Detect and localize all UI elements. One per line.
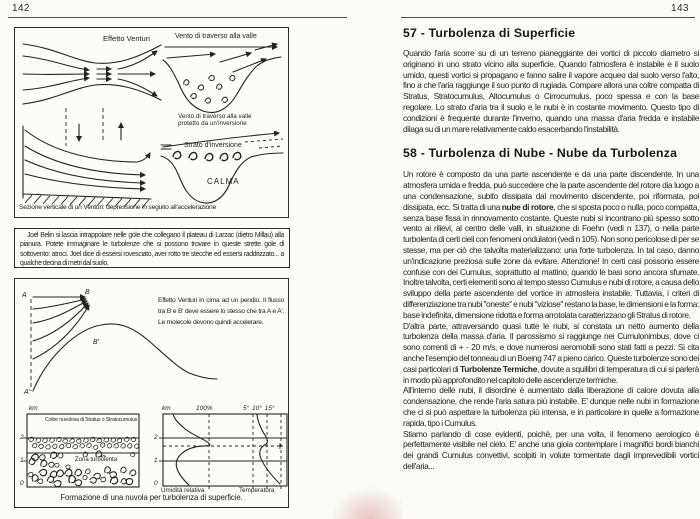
point-label-a: A [22, 292, 27, 299]
section-57-body: Quando l'aria scorre su di un terreno pianeggiante dei vortici di piccolo diametro si originano in uno strato vicino alla superficie. Quando l'atmosfera è instabile e il suolo umido, questi vortici si propagano e fanno salire il vapore acqueo dal suolo verso l'alto, fino a che l'aria raggiunge il suo punto di rugiada. Compare allora una coltre compatta di Stratus, Stratocumulus, Altocumulus o Cirrocumulus, poco spessa e con la base regolare. Lo strato d'aria tra il suolo e le nubi è in costante movimento. Questo tipo di condizioni è frequente durante l'inverno, quando una massa d'aria fredda e instabile dilaga su di un mare relativamente caldo esacerbando l'instabilità. [403, 48, 699, 134]
humidity-axis-label: Umidità relativa [161, 487, 205, 494]
right-chart-tick-1: 1 [154, 457, 158, 464]
section-58-title: 58 - Turbolenza di Nube - Nube da Turbolenza [403, 146, 678, 161]
figure2-caption: Formazione di una nuvola per turbolenza di superficie. [60, 493, 243, 502]
right-chart-tick-0: 0 [154, 480, 158, 487]
section-58-paragraph: Stiamo parlando di cose evidenti, poichè, per una volta, il fenomeno aerologico è perfettamente visibile nel cielo. E' anche una gioia contemplare i magnifici bordi bianchi dei grandi Cumulus convettivi, scolpiti in volute tormentate dagli imprevedibili vortici dell'aria... [403, 428, 699, 471]
figure-cloud-formation-box [14, 278, 289, 508]
point-label-a-prime: A' [24, 389, 31, 396]
left-chart-tick-0: 0 [20, 480, 24, 487]
section-57-title: 57 - Turbolenza di Superficie [403, 26, 576, 40]
figure1-caption: Sezione verticale di un Venturi: depressione in seguito all'accelerazione [19, 204, 217, 211]
turbulent-zone-label: Zona turbolenta [75, 457, 118, 463]
valley-wind-label: Vento di traverso alla valle [175, 33, 257, 40]
anecdote-box [14, 228, 290, 268]
figure-venturi-box [14, 27, 289, 218]
calm-label: CALMA [207, 177, 240, 186]
page-number-left: 142 [12, 3, 30, 14]
humidity-100-label: 100% [196, 405, 213, 412]
right-chart-axis-unit: km [162, 405, 171, 412]
point-label-b: B [85, 289, 90, 296]
section-58-paragraph: Un rotore è composto da una parte ascendente e da una parte discendente. In una atmosfera umida e fredda, può succedere che la parte ascendente del rotore dia luogo a una condensazione, subito dissipata dal movimento discendente, poi riformata, poi dissipata, ecc. Si tratta di una nube di rotore, che si sposta poco o nulla, poco compatta, senza base fissa in rinnovamento costante. Queste nubi si incontrano più spesso sotto vento ai rilievi, al centro delle valli, in situazione di Foehn (vedi n 137), o nella parte turbolenta di certi cieli con fenomeni ondulatori (vedi n 105). Non sono pericolose di per se stesse, ma per ciò che talvolta materializzano: una forte turbolenza. In tal caso, danno un'indicazione preziosa sulle zone da evitare. Attenzione! In certi casi possono essere confuse con dei Cumulus, soprattutto al mattino, quando le basi sono ancora sfumate. Inoltre talvolta, certi elementi sono al tempo stesso Cumulus e nubi di rotore, a causa dello sviluppo della parte ascendente del vortice in atmosfera instabile. Tuttavia, i criteri di differenziazione tra nubi ''oneste'' e nubi ''viziose'' restano la base, le dimensioni e la forma: base indefinita, dimensione ridotta e forma arrotolata caratterizzano gli Stratus di rotore. [403, 169, 699, 320]
right-chart-tick-2: 2 [154, 434, 158, 441]
hill-venturi-text: Effetto Venturi in cima ad un pendio. Il flusso tra B e B' deve essere lo stesso che tra A e A'. Le molecole devono quindi accelerare. [158, 297, 284, 326]
point-label-b-prime: B' [93, 339, 100, 346]
section-58-paragraph: D'altra parte, attraversando quasi tutte le nubi, si constata un netto aumento della turbolenza della massa d'aria. Il parossismo si raggiunge nei Cumulonimbus, dove ci sono correnti di + - 20 m/s, e dove numerosi aeromobili sono stati fatti a pezzi. Si cita anche l'esempio del tonneau di un Boeing 747 a pieno carico. Queste turbolenze sono dei casi particolari di Turbolenze Termiche, dovute a squilibri di temperatura di cui si parlerà in modo più approfondito nel capitolo delle ascendenze termiche. [403, 320, 699, 385]
inversion-wind-label: Vento di traverso alla valle protetto da un'inversione [178, 113, 252, 128]
section-58-paragraph: All'interno delle nubi, il disordine è aumentato dalla liberazione di calore dovuta alla condensazione, che rende l'aria satura più instabile. E' dunque nelle nubi in formazione che ci si può aspettare la turbolenza più intensa, e in particolare in quelle a formazione rapida, tipo i Cumulus. [403, 385, 699, 428]
header-rule-right [401, 17, 695, 18]
left-chart-tick-2: 2 [20, 434, 24, 441]
header-rule-left [8, 17, 347, 18]
temperature-axis-label: Temperatura [239, 487, 275, 494]
venturi-effect-label: Effetto Venturi [103, 34, 150, 43]
temperature-ticks-label: 5° 10° 15° [243, 405, 275, 412]
right-page-content [403, 26, 699, 516]
anecdote-text: Joel Belin si lascia intrappolare nelle gole che collegano il plateau di Larzac (dietro Millau) alla pianura. Potete immaginare le turbolenze che si possono trovare in queste strette gole di sottovento: atroci. Joel dice di essersi rovesciato, aver rotto tre stecche ed essersi raddrizzato... a qualche decina di metri dal suolo. [20, 232, 284, 267]
left-chart-axis-unit: km [29, 405, 38, 412]
cloud-layer-label: Coltre nuvolosa di Stratus o Stratocumulus [44, 417, 138, 423]
left-chart-tick-1: 1 [20, 457, 24, 464]
inversion-layer-label: Strato d'inversione [184, 142, 242, 149]
page-number-right: 143 [671, 3, 689, 14]
